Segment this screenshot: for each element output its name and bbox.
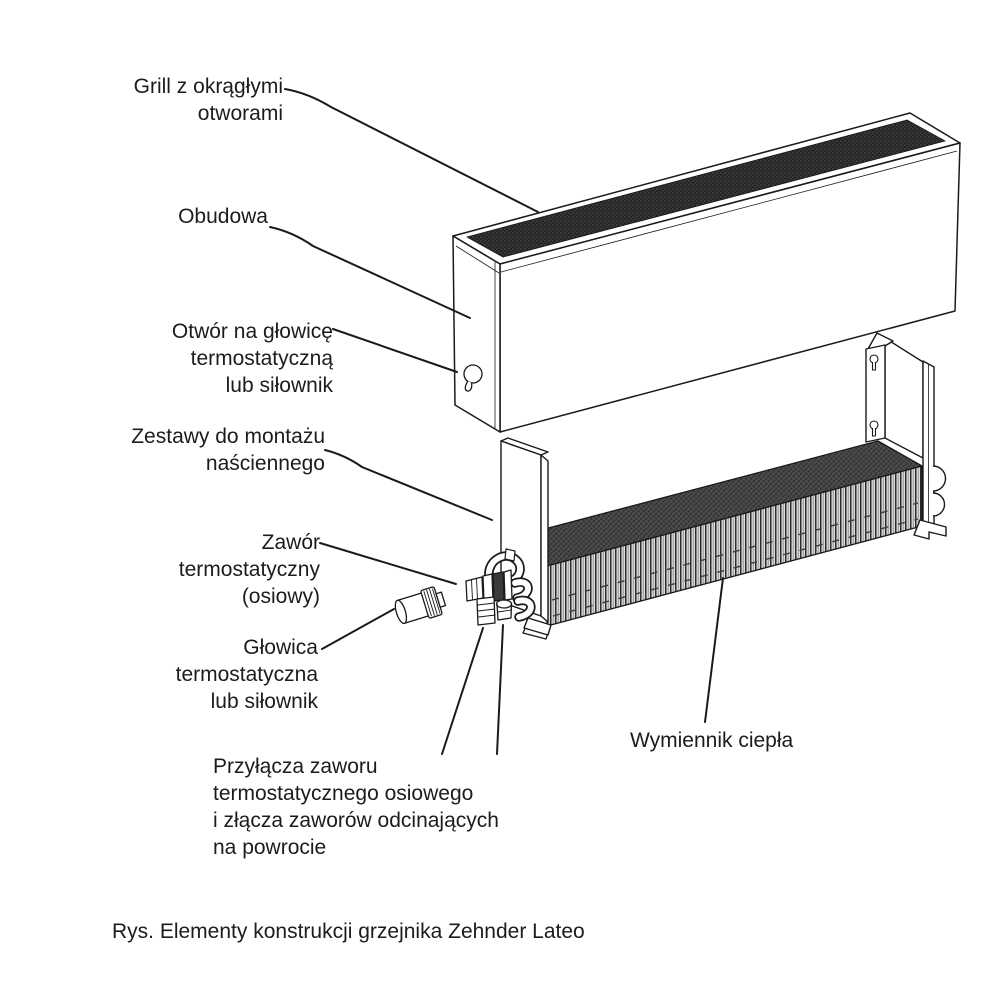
label-otwor-line3: lub siłownik xyxy=(225,374,333,397)
label-przylacza-line4: na powrocie xyxy=(213,836,327,859)
vent-nub xyxy=(505,549,515,561)
label-grill-line1: Grill z okrągłymi xyxy=(133,75,283,98)
label-zawor-line2: termostatyczny xyxy=(178,558,320,581)
valve-bottom-connectors xyxy=(477,597,512,625)
leader-otwor xyxy=(333,329,457,372)
label-zestawy xyxy=(131,423,325,477)
leader-obudowa xyxy=(270,227,470,318)
label-przylacza-line2: termostatycznego osiowego xyxy=(213,782,474,805)
label-wymiennik-line1: Wymiennik ciepła xyxy=(630,729,794,752)
label-zawor xyxy=(179,529,320,610)
label-grill-line2: otworami xyxy=(197,102,283,125)
leader-przylacza-2 xyxy=(497,625,503,754)
thermostatic-head-drawing xyxy=(392,585,447,627)
figure-caption: Rys. Elementy konstrukcji grzejnika Zehnder Lateo xyxy=(112,920,585,943)
label-zestawy-line2: naściennego xyxy=(205,452,325,475)
leader-glowica xyxy=(322,609,394,649)
valve-spigot xyxy=(466,577,483,601)
exchanger-right-foot xyxy=(914,520,946,539)
label-przylacza-line1: Przyłącza zaworu xyxy=(213,755,378,778)
casing-end-cap xyxy=(453,236,500,432)
label-przylacza-line3: i złącza zaworów odcinających xyxy=(213,809,499,832)
heat-exchanger-drawing xyxy=(503,441,933,639)
label-glowica-line3: lub siłownik xyxy=(210,690,318,713)
leader-grill xyxy=(285,89,538,212)
label-glowica-line2: termostatyczna xyxy=(175,663,318,686)
label-zawor-line3: (osiowy) xyxy=(241,585,320,608)
label-glowica-line1: Głowica xyxy=(243,636,318,659)
label-przylacza xyxy=(213,753,499,861)
label-otwor-line1: Otwór na głowicę xyxy=(171,320,333,343)
label-otwor xyxy=(172,318,333,399)
leader-zawor xyxy=(320,543,456,584)
leader-zestawy xyxy=(325,450,492,520)
label-zestawy-line1: Zestawy do montażu xyxy=(131,425,325,448)
label-obudowa xyxy=(178,203,268,230)
bracket-side-plate xyxy=(885,338,923,458)
left-flange xyxy=(541,455,548,622)
label-obudowa-line1: Obudowa xyxy=(178,205,268,228)
label-otwor-line2: termostatyczną xyxy=(190,347,333,370)
label-wymiennik xyxy=(630,727,793,754)
leader-przylacza-1 xyxy=(442,628,483,754)
label-glowica xyxy=(176,634,318,715)
label-grill xyxy=(134,73,283,127)
leader-wymiennik xyxy=(705,578,723,722)
label-zawor-line1: Zawór xyxy=(261,531,320,554)
